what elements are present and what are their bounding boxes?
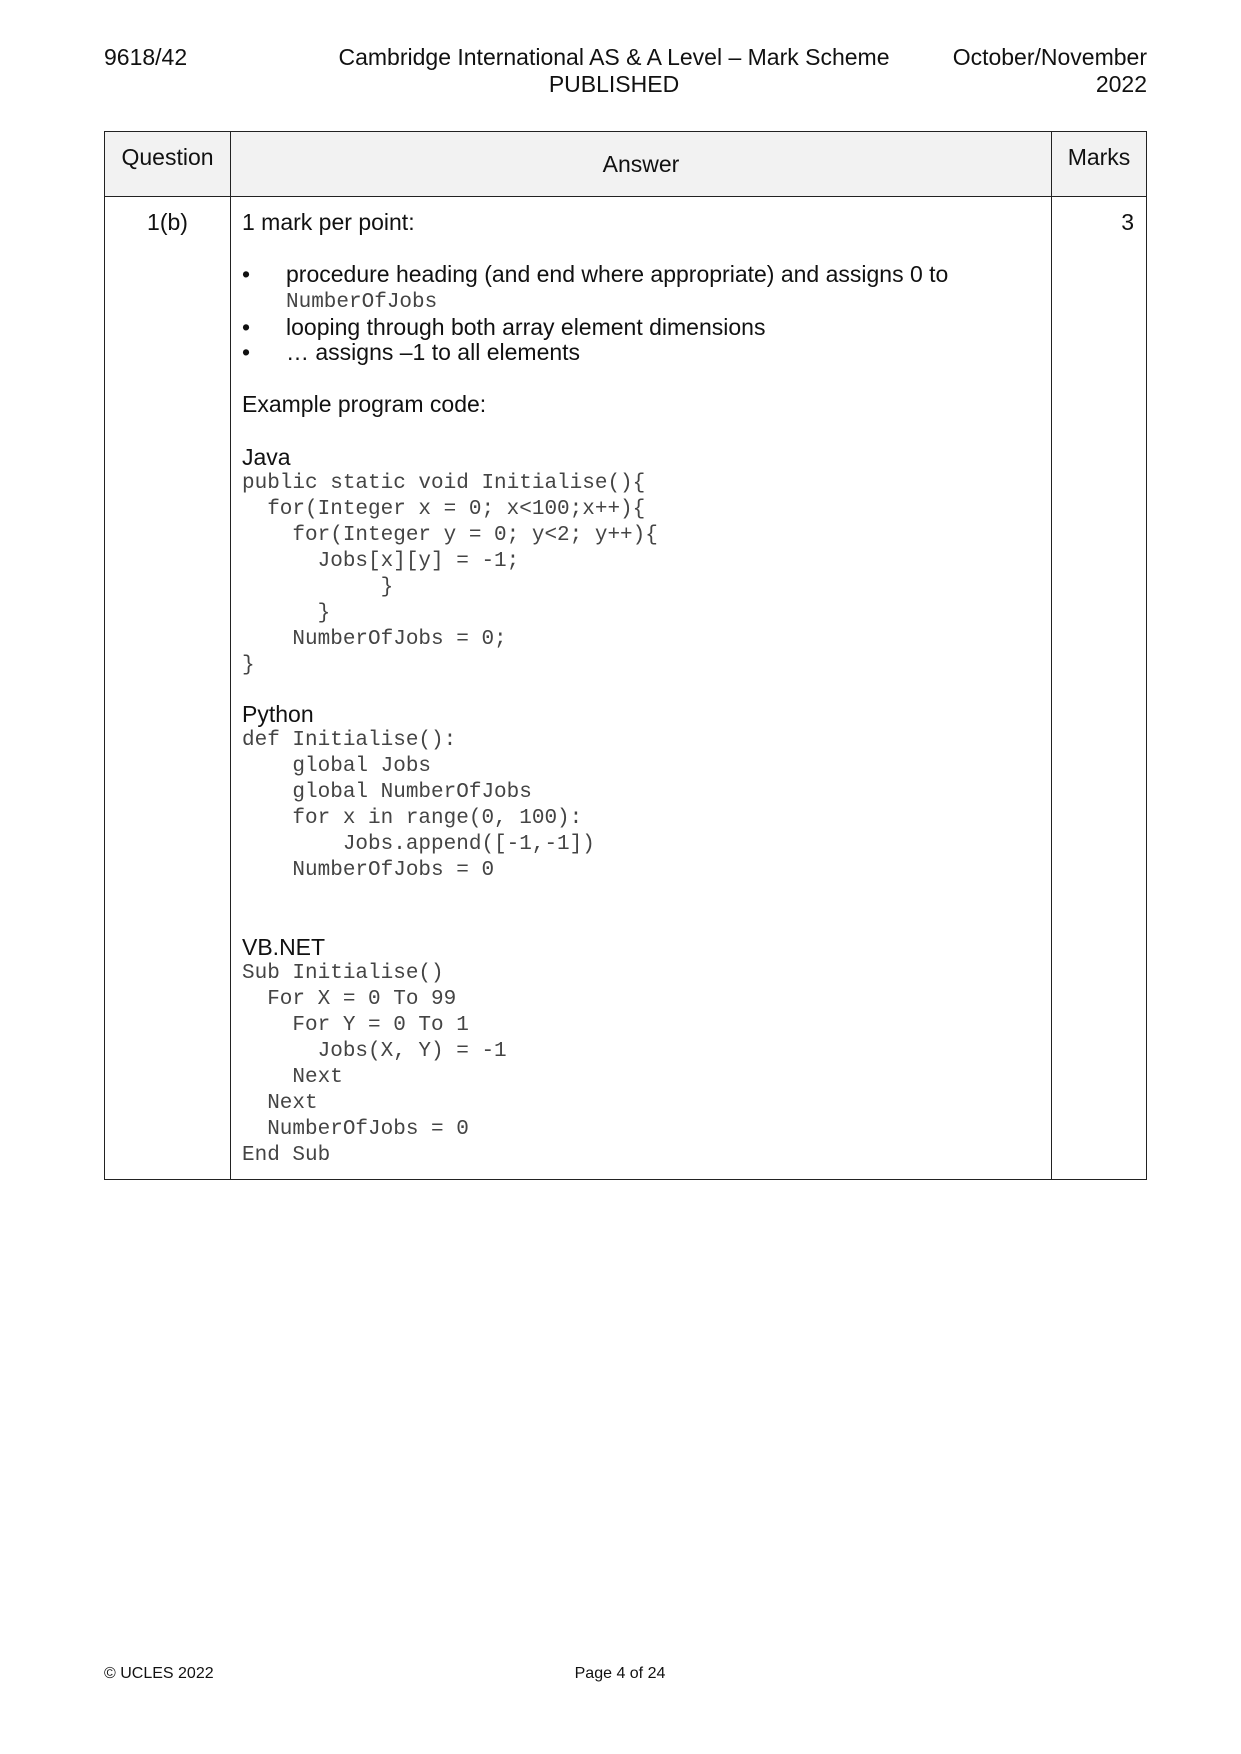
document-title [334,44,894,98]
marking-point-code: NumberOfJobs [286,291,438,314]
language-heading-python: Python [242,701,314,727]
question-number: 1(b) [105,197,231,1180]
marking-point [242,315,1041,340]
java-code-block: public static void Initialise(){ for(Integer x = 0; x<100;x++){ for(Integer y = 0; y<2; y++){ Jobs[x][y] = -1; } } NumberOfJobs = 0; } [242,472,658,677]
answer-cell [231,197,1052,1180]
question-column-header: Question [105,132,231,197]
page-number: Page 4 of 24 [574,1665,666,1682]
example-label: Example program code: [242,391,487,417]
answer-column-header: Answer [231,132,1052,197]
marking-points [242,262,1041,365]
session-line-1: October/November [952,44,1147,70]
vbnet-code-block: Sub Initialise() For X = 0 To 99 For Y = 0 To 1 Jobs(X, Y) = -1 Next Next NumberOfJobs = 0 End Sub [242,962,507,1167]
marks-value: 3 [1052,197,1147,1180]
language-heading-vbnet: VB.NET [242,934,326,960]
table-row [105,197,1147,1180]
paper-code: 9618/42 [104,44,188,70]
table-header-row [105,132,1147,197]
mark-scheme-table [104,131,1147,1180]
marking-point-text: … assigns –1 to all elements [286,339,581,365]
python-code-block: def Initialise(): global Jobs global NumberOfJobs for x in range(0, 100): Jobs.append([-1,-1]) NumberOfJobs = 0 [242,729,595,882]
marking-point-text: procedure heading (and end where appropriate) and assigns 0 to [286,261,949,287]
marking-point-text: looping through both array element dimensions [286,314,766,340]
marking-point [242,340,1041,365]
marking-intro: 1 mark per point: [242,209,415,235]
title-line-1: Cambridge International AS & A Level – Mark Scheme [338,44,890,70]
exam-session [953,44,1147,98]
marks-column-header: Marks [1052,132,1147,197]
session-line-2: 2022 [1095,71,1147,97]
title-line-2: PUBLISHED [548,71,680,97]
copyright-notice: © UCLES 2022 [104,1665,214,1682]
page-header [104,42,1147,102]
language-heading-java: Java [242,444,291,470]
marking-point [242,262,1041,315]
